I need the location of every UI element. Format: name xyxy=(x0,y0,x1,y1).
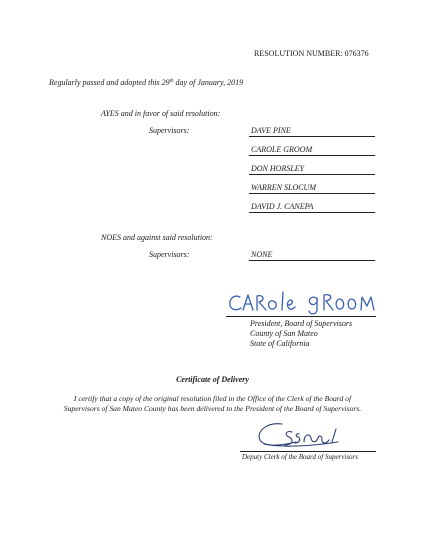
noes-value: NONE xyxy=(251,250,273,259)
aye-name: CAROLE GROOM xyxy=(251,145,313,154)
ayes-supervisors-label: Supervisors: xyxy=(149,126,190,135)
adoption-ordinal: th xyxy=(169,79,174,84)
adoption-prefix: Regularly passed and adopted this 29 xyxy=(49,78,170,87)
president-state: State of California xyxy=(250,339,310,348)
aye-underline xyxy=(249,155,375,156)
noes-underline xyxy=(249,260,375,261)
aye-name: DAVID J. CANEPA xyxy=(251,202,314,211)
resolution-number-line xyxy=(254,50,369,58)
resolution-number-label: RESOLUTION NUMBER: xyxy=(254,49,343,58)
aye-name: DAVE PINE xyxy=(251,126,291,135)
president-title: President, Board of Supervisors xyxy=(250,319,353,328)
ayes-heading: AYES and in favor of said resolution: xyxy=(101,109,221,118)
noes-heading: NOES and against said resolution: xyxy=(101,233,213,242)
certificate-text-line-2: Supervisors of San Mateo County has been delivered to the President of the Board of Supervisors. xyxy=(63,404,362,413)
adoption-rest: day of January, 2019 xyxy=(173,78,244,87)
aye-name: WARREN SLOCUM xyxy=(251,183,316,192)
noes-supervisors-label: Supervisors: xyxy=(149,250,190,259)
aye-underline xyxy=(249,136,375,137)
aye-underline xyxy=(249,193,375,194)
clerk-signature-line xyxy=(240,451,376,452)
clerk-caption: Deputy Clerk of the Board of Supervisors xyxy=(242,453,359,461)
resolution-number-value: 076376 xyxy=(344,49,369,58)
president-county: County of San Mateo xyxy=(250,329,318,338)
president-signature-image xyxy=(226,284,378,316)
aye-underline xyxy=(249,174,375,175)
certificate-text-line-1: I certify that a copy of the original resolution filed in the Office of the Clerk of the Board of xyxy=(73,394,352,403)
adoption-statement xyxy=(49,79,243,87)
president-signature-line xyxy=(226,316,376,317)
aye-underline xyxy=(249,212,375,213)
clerk-signature-image xyxy=(252,420,352,452)
aye-name: DON HORSLEY xyxy=(251,164,305,173)
certificate-title: Certificate of Delivery xyxy=(176,375,249,384)
